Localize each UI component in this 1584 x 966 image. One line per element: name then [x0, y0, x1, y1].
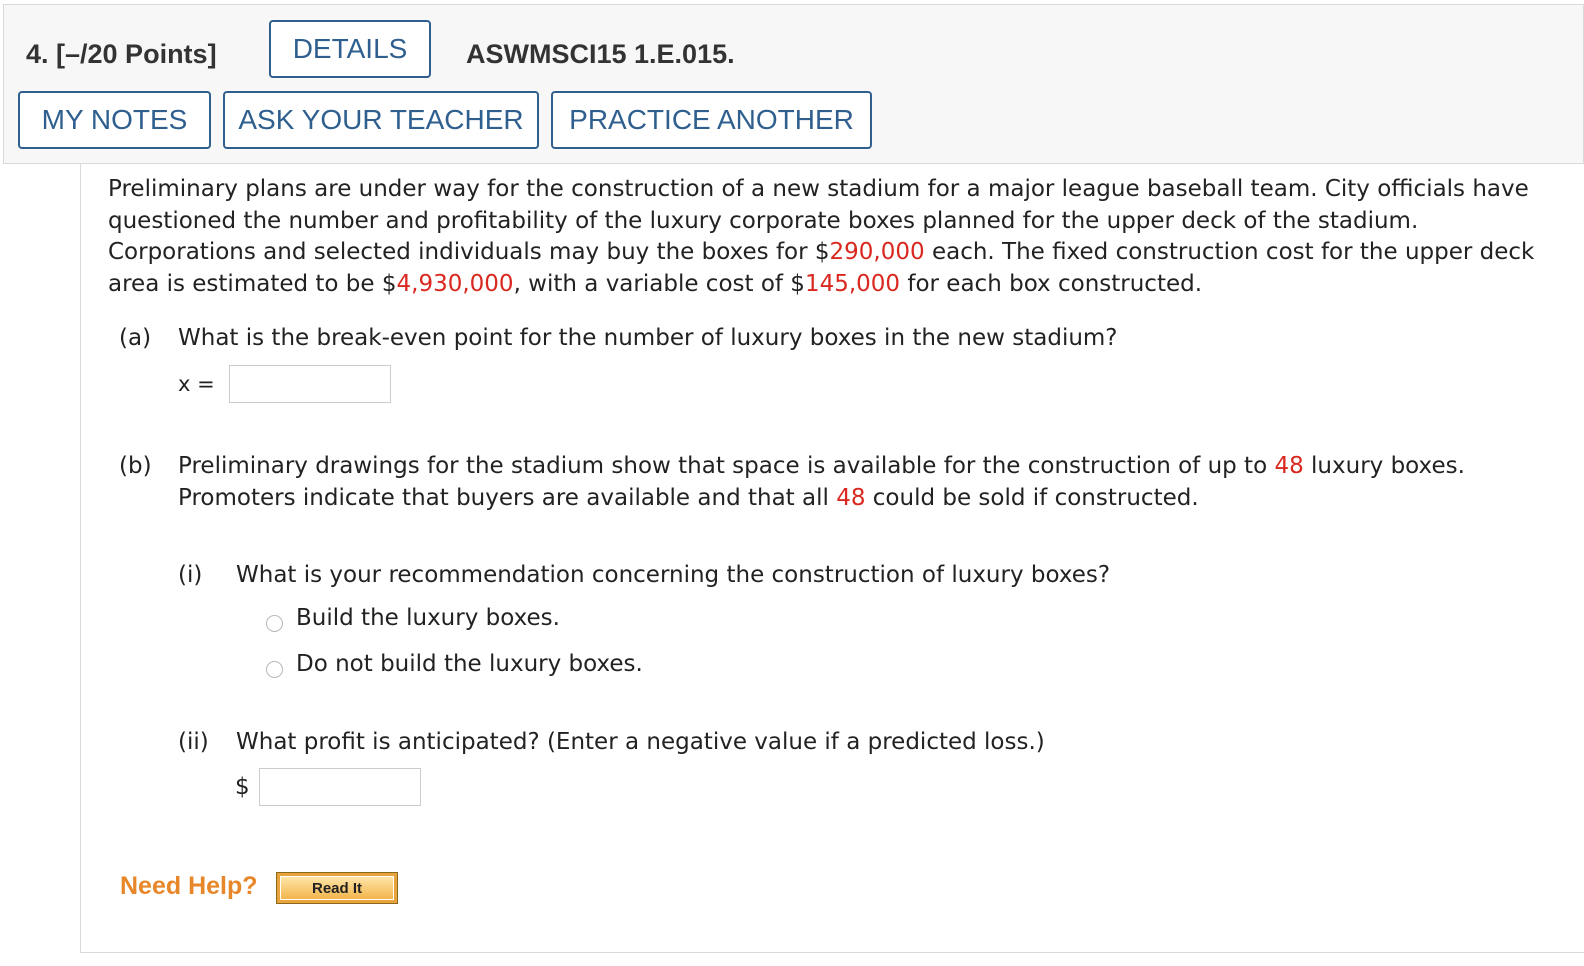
intro-text-4: for each box constructed.	[900, 271, 1203, 298]
problem-statement	[108, 174, 1548, 301]
dollar-sign: $	[235, 774, 250, 800]
question-header	[3, 4, 1584, 164]
need-help-label: Need Help?	[120, 872, 258, 900]
question-number: 4. [–/20 Points]	[26, 39, 217, 69]
part-b-text-1: Preliminary drawings for the stadium show that space is available for the construction of up to	[178, 453, 1275, 479]
intro-text-2: each. The fixed construction cost for the upper deck area is estimated to be $	[108, 239, 1535, 298]
part-b-text-3: could be sold if constructed.	[865, 484, 1199, 511]
practice-another-button[interactable]: PRACTICE ANOTHER	[551, 91, 872, 149]
sold-boxes: 48	[836, 484, 866, 511]
part-b-label: (b)	[119, 453, 152, 479]
box-price: 290,000	[829, 239, 925, 266]
profit-input[interactable]	[259, 768, 421, 806]
sub-ii-label: (ii)	[178, 729, 209, 755]
intro-text-1: Preliminary plans are under way for the construction of a new stadium for a major league baseball team. City officials have questioned the number and profitability of the luxury corporate boxes planned for the upper deck of the stadium. Corporations and selected individuals may buy the boxes for $	[108, 176, 1529, 266]
fixed-cost: 4,930,000	[396, 271, 514, 298]
variable-cost: 145,000	[804, 271, 901, 298]
read-it-button[interactable]	[276, 872, 398, 904]
part-a-label: (a)	[119, 325, 152, 351]
part-a-question: What is the break-even point for the number of luxury boxes in the new stadium?	[178, 325, 1118, 351]
sub-i-question: What is your recommendation concerning the construction of luxury boxes?	[236, 562, 1111, 588]
option-build-label: Build the luxury boxes.	[296, 605, 560, 631]
my-notes-button[interactable]: MY NOTES	[18, 91, 211, 149]
part-b-text-2: luxury boxes. Promoters indicate that buyers are available and that all	[178, 453, 1465, 511]
sub-i-label: (i)	[178, 562, 203, 588]
ask-your-teacher-button[interactable]: ASK YOUR TEACHER	[223, 91, 539, 149]
radio-build[interactable]	[266, 615, 283, 632]
read-it-label: Read It	[280, 876, 394, 900]
option-do-not-build-label: Do not build the luxury boxes.	[296, 651, 643, 677]
break-even-input[interactable]	[229, 365, 391, 403]
part-b-text	[178, 451, 1578, 514]
question-code: ASWMSCI15 1.E.015.	[466, 39, 735, 69]
details-button[interactable]: DETAILS	[269, 20, 431, 78]
radio-do-not-build[interactable]	[266, 661, 283, 678]
intro-text-3: , with a variable cost of $	[513, 271, 805, 298]
question-body	[80, 164, 1584, 953]
max-boxes: 48	[1274, 453, 1304, 479]
sub-ii-question: What profit is anticipated? (Enter a negative value if a predicted loss.)	[236, 729, 1045, 755]
x-equals-label: x =	[178, 372, 215, 396]
